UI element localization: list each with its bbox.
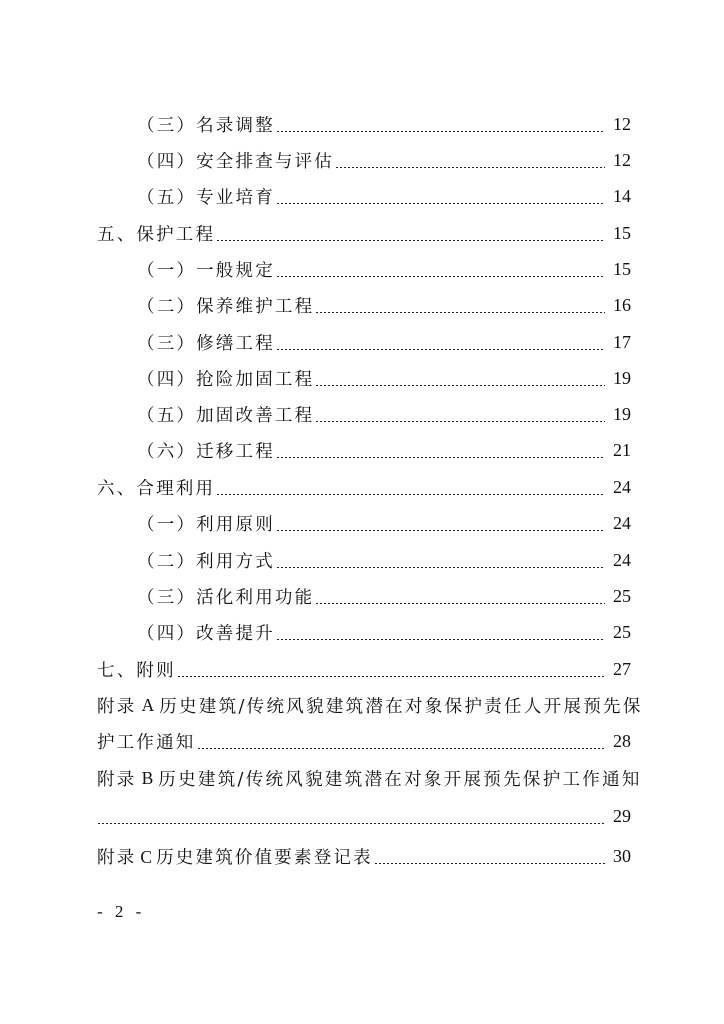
- toc-entry-appendix-b-continued[interactable]: [0, 802, 724, 830]
- dot-leader: [177, 676, 605, 677]
- appendix-letter: A: [141, 694, 155, 715]
- dot-leader: [276, 349, 605, 350]
- toc-entry[interactable]: [0, 146, 724, 174]
- toc-entry-page: 29: [613, 805, 631, 826]
- toc-entry-appendix-b[interactable]: [0, 764, 724, 792]
- toc-entry-page: 30: [613, 845, 631, 866]
- dot-leader: [216, 240, 605, 241]
- dot-leader: [315, 385, 605, 386]
- appendix-title: 历史建筑价值要素登记表: [156, 847, 373, 868]
- toc-entry-page: 24: [613, 476, 631, 497]
- toc-entry[interactable]: [0, 110, 724, 138]
- toc-entry-page: 12: [613, 113, 631, 134]
- toc-entry[interactable]: [0, 582, 724, 610]
- toc-entry-page: 15: [613, 222, 631, 243]
- toc-entry-page: 21: [613, 439, 631, 460]
- appendix-prefix: 附录: [97, 769, 137, 790]
- appendix-title-line1: 历史建筑/传统风貌建筑潜在对象保护责任人开展预先保: [159, 696, 643, 717]
- dot-leader: [335, 167, 605, 168]
- dot-leader: [315, 603, 605, 604]
- appendix-title-line2: 护工作通知: [97, 732, 196, 753]
- toc-entry[interactable]: [0, 509, 724, 537]
- toc-entry-label: （四）安全排查与评估: [137, 151, 334, 172]
- dot-leader: [276, 276, 605, 277]
- toc-entry-label: （三）活化利用功能: [137, 587, 315, 608]
- toc-entry-page: 14: [613, 185, 631, 206]
- toc-entry-label: （三）名录调整: [137, 115, 275, 136]
- appendix-prefix: 附录: [97, 696, 137, 717]
- dot-leader: [97, 823, 605, 824]
- dot-leader: [276, 131, 605, 132]
- appendix-letter: B: [141, 767, 154, 788]
- toc-entry-label: （三）修缮工程: [137, 333, 275, 354]
- dot-leader: [315, 312, 605, 313]
- toc-entry[interactable]: [0, 255, 724, 283]
- appendix-letter: C: [140, 846, 153, 867]
- toc-entry-label: （二）保养维护工程: [137, 296, 315, 317]
- toc-entry[interactable]: [0, 546, 724, 574]
- toc-entry-page: 15: [613, 258, 631, 279]
- toc-entry[interactable]: [0, 436, 724, 464]
- toc-entry-label: （五）加固改善工程: [137, 405, 315, 426]
- toc-entry-label: （六）迁移工程: [137, 441, 275, 462]
- toc-entry-label: （四）抢险加固工程: [137, 369, 315, 390]
- toc-entry-page: 28: [613, 730, 631, 751]
- toc-entry-page: 16: [613, 294, 631, 315]
- dot-leader: [315, 421, 605, 422]
- toc-entry-label: （四）改善提升: [137, 623, 275, 644]
- toc-entry-page: 24: [613, 549, 631, 570]
- appendix-prefix: 附录: [97, 847, 137, 868]
- dot-leader: [216, 494, 605, 495]
- toc-entry-page: 27: [613, 658, 631, 679]
- toc-entry-page: 19: [613, 403, 631, 424]
- dot-leader: [197, 748, 606, 749]
- page-number: - 2 -: [97, 902, 146, 921]
- toc-entry[interactable]: [0, 400, 724, 428]
- toc-entry[interactable]: [0, 182, 724, 210]
- dot-leader: [276, 530, 605, 531]
- dot-leader: [374, 863, 605, 864]
- toc-entry-label: 七、附则: [97, 660, 176, 681]
- toc-entry-label: （二）利用方式: [137, 551, 275, 572]
- toc-entry-label: 五、保护工程: [97, 224, 216, 245]
- toc-entry-label: （五）专业培育: [137, 187, 275, 208]
- toc-entry-page: 12: [613, 149, 631, 170]
- toc-entry-appendix-c[interactable]: [0, 842, 724, 870]
- toc-entry[interactable]: [0, 364, 724, 392]
- toc-entry-label: （一）利用原则: [137, 514, 275, 535]
- toc-entry-label: [97, 844, 373, 869]
- dot-leader: [276, 567, 605, 568]
- toc-entry-appendix-a-continued[interactable]: [0, 727, 724, 755]
- toc-entry-page: 24: [613, 512, 631, 533]
- toc-entry[interactable]: [0, 328, 724, 356]
- toc-entry-page: 25: [613, 585, 631, 606]
- toc-entry-page: 17: [613, 331, 631, 352]
- toc-entry-page: 19: [613, 367, 631, 388]
- dot-leader: [276, 639, 605, 640]
- toc-entry[interactable]: [0, 219, 724, 247]
- toc-entry-page: 25: [613, 621, 631, 642]
- appendix-title-line1: 历史建筑/传统风貌建筑潜在对象开展预先保护工作通知: [158, 769, 642, 790]
- toc-entry[interactable]: [0, 618, 724, 646]
- toc-entry[interactable]: [0, 291, 724, 319]
- toc-entry-label: （一）一般规定: [137, 260, 275, 281]
- toc-entry[interactable]: [0, 473, 724, 501]
- toc-entry-label: 六、合理利用: [97, 478, 216, 499]
- dot-leader: [276, 457, 605, 458]
- toc-entry-appendix-a[interactable]: [0, 691, 724, 719]
- toc-entry[interactable]: [0, 655, 724, 683]
- dot-leader: [276, 203, 605, 204]
